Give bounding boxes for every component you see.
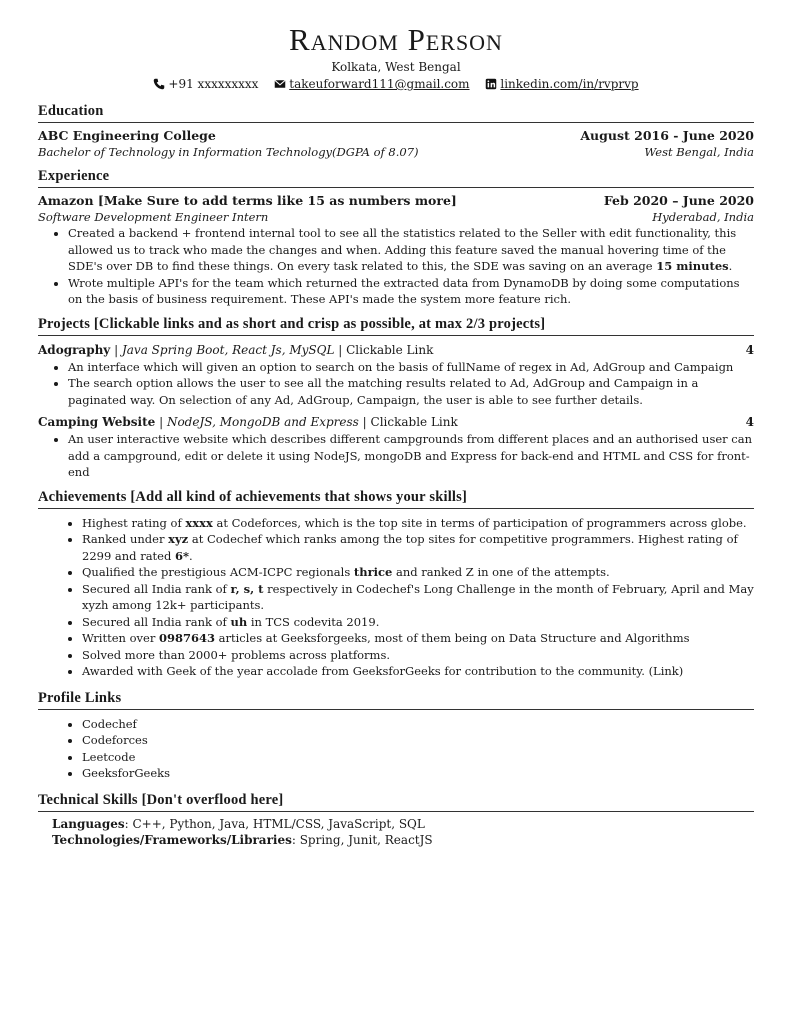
- profile-link-codechef[interactable]: • Codechef: [82, 716, 754, 733]
- technologies-line: [52, 832, 754, 848]
- bullet-text: .: [189, 548, 193, 563]
- list-item: [82, 564, 754, 581]
- bullet-bold: 6*: [175, 548, 190, 563]
- project-bullets: [38, 431, 754, 481]
- bullet-text: articles at Geeksforgeeks, most of them being on Data Structure and Algorithms: [214, 631, 690, 645]
- bullet-text: Written over: [82, 631, 159, 645]
- project-header: [38, 342, 433, 359]
- skills-heading: Technical Skills [Don't overflood here]: [38, 790, 754, 812]
- bullet-text: at Codeforces, which is the top site in terms of participation of programmers across globe.: [212, 515, 747, 530]
- phone-number: +91 xxxxxxxxx: [168, 77, 259, 91]
- project-number: 4: [745, 342, 754, 357]
- list-item: [82, 515, 754, 532]
- list-item: • The search option allows the user to see all the matching results related to Ad, AdGroup and Campaign in a paginated way. On selection of any Ad, AdGroup, Campaign, the user is able to see further details.: [68, 375, 754, 408]
- experience-bullets: [38, 225, 754, 308]
- candidate-name: Random Person: [289, 22, 503, 57]
- linkedin-contact[interactable]: [485, 77, 638, 91]
- company-name: Amazon [Make Sure to add terms like 15 as numbers more]: [38, 193, 457, 208]
- achievements-list: [38, 515, 754, 680]
- project-bullets: [38, 359, 754, 409]
- project-link[interactable]: Clickable Link: [346, 342, 434, 357]
- education-place: West Bengal, India: [644, 145, 754, 159]
- bullet-bold: r, s, t: [230, 581, 264, 596]
- linkedin-icon: [485, 78, 497, 90]
- project-name: Camping Website: [38, 415, 156, 429]
- project-tech: NodeJS, MongoDB and Express: [166, 415, 359, 429]
- profiles-heading: Profile Links: [38, 688, 754, 710]
- bullet-text: Ranked under: [82, 532, 169, 546]
- separator: |: [334, 342, 347, 357]
- experience-row: [38, 192, 754, 209]
- bullet-text: at Codechef which ranks among the top sites for competitive programmers. Highest rating of 2299 and rated: [82, 532, 738, 563]
- project-row: [38, 342, 754, 359]
- education-row: [38, 127, 754, 144]
- profile-link-leetcode[interactable]: • Leetcode: [82, 749, 754, 766]
- list-item: [82, 630, 754, 647]
- bullet-text: in TCS codevita 2019.: [247, 614, 380, 629]
- envelope-icon: [274, 78, 286, 90]
- project-tech: Java Spring Boot, React Js, MySQL: [121, 342, 335, 357]
- bullet-text: .: [728, 259, 733, 273]
- projects-heading: Projects [Clickable links and as short and crisp as possible, at max 2/3 projects]: [38, 314, 754, 336]
- email-link[interactable]: takeuforward111@gmail.com: [289, 77, 470, 91]
- technologies-label: Technologies/Frameworks/Libraries: [52, 832, 292, 847]
- bullet-bold: xxxx: [185, 515, 213, 530]
- list-item: [82, 614, 754, 631]
- education-dates: August 2016 - June 2020: [580, 128, 754, 143]
- profile-link-codeforces[interactable]: • Codeforces: [82, 732, 754, 749]
- experience-heading: Experience: [38, 166, 754, 188]
- phone-contact[interactable]: [153, 77, 262, 91]
- school-name: ABC Engineering College: [38, 128, 216, 143]
- separator: |: [358, 415, 371, 429]
- contact-line: [38, 76, 754, 93]
- languages-value: : C++, Python, Java, HTML/CSS, JavaScript, SQL: [124, 816, 425, 831]
- experience-subrow: [38, 209, 754, 225]
- list-item: [68, 225, 754, 275]
- experience-dates: Feb 2020 – June 2020: [603, 193, 754, 208]
- bullet-bold: uh: [230, 614, 248, 629]
- project-number: 4: [745, 415, 754, 429]
- languages-label: Languages: [52, 816, 125, 831]
- education-heading: Education: [38, 101, 754, 123]
- profiles-list: [38, 716, 754, 782]
- email-contact[interactable]: [274, 77, 473, 91]
- linkedin-link[interactable]: linkedin.com/in/rvprvp: [500, 77, 639, 91]
- bullet-text: and ranked Z in one of the attempts.: [392, 565, 610, 579]
- bullet-text: Qualified the prestigious ACM-ICPC regionals: [82, 565, 354, 579]
- bullet-bold: 0987643: [158, 631, 215, 645]
- bullet-text: Created a backend + frontend internal tool to see all the statistics related to the Seller with edit functionality, this allowed us to track who made the changes and when. Adding this feature saved the manual hovering time of the SDE's over DB to find these things. On every task related to this, the SDE was saving on an average: [68, 226, 737, 273]
- list-item: • An user interactive website which describes different campgrounds from different places and an authorised user can add a campground, edit or delete it using NodeJS, mongoDB and Express for back-end and HTML and CSS for front-end: [68, 431, 754, 481]
- resume-page: [38, 22, 754, 848]
- job-role: Software Development Engineer Intern: [38, 210, 269, 224]
- education-subrow: [38, 144, 754, 160]
- achievements-heading: Achievements [Add all kind of achievements that shows your skills]: [38, 487, 754, 509]
- profile-link-geeksforgeeks[interactable]: • GeeksforGeeks: [82, 765, 754, 782]
- list-item: [82, 581, 754, 614]
- experience-place: Hyderabad, India: [652, 210, 754, 224]
- list-item: • An interface which will given an option to search on the basis of fullName of regex in Ad, AdGroup and Campaign: [68, 359, 754, 376]
- location: Kolkata, West Bengal: [331, 60, 461, 74]
- project-link[interactable]: Clickable Link: [370, 415, 458, 429]
- list-item: • Solved more than 2000+ problems across platforms.: [82, 647, 754, 664]
- project-name: Adography: [38, 342, 111, 357]
- degree: Bachelor of Technology in Information Technology(DGPA of 8.07): [38, 145, 419, 159]
- skills-block: [38, 816, 754, 848]
- project-header: [38, 414, 458, 431]
- bullet-bold: xyz: [168, 532, 189, 546]
- bullet-text: respectively in Codechef's Long Challenge in the month of February, April and May xyzh among 12k+ participants.: [82, 581, 754, 612]
- project-row: [38, 414, 754, 431]
- list-item: [82, 531, 754, 564]
- bullet-bold: thrice: [353, 565, 393, 579]
- bullet-text: Secured all India rank of: [82, 614, 231, 629]
- languages-line: [52, 816, 754, 832]
- bullet-bold: 15 minutes: [656, 259, 729, 273]
- technologies-value: : Spring, Junit, ReactJS: [291, 832, 433, 847]
- list-item: • Awarded with Geek of the year accolade from GeeksforGeeks for contribution to the community. (Link): [82, 663, 754, 680]
- phone-icon: [153, 78, 165, 90]
- bullet-text: Highest rating of: [82, 515, 186, 530]
- separator: |: [155, 415, 167, 429]
- separator: |: [110, 342, 122, 357]
- list-item: • Wrote multiple API's for the team which returned the extracted data from DynamoDB by doing some computations on the basis of business requirement. These API's made the system more feature rich.: [68, 275, 754, 308]
- bullet-text: Secured all India rank of: [82, 581, 231, 596]
